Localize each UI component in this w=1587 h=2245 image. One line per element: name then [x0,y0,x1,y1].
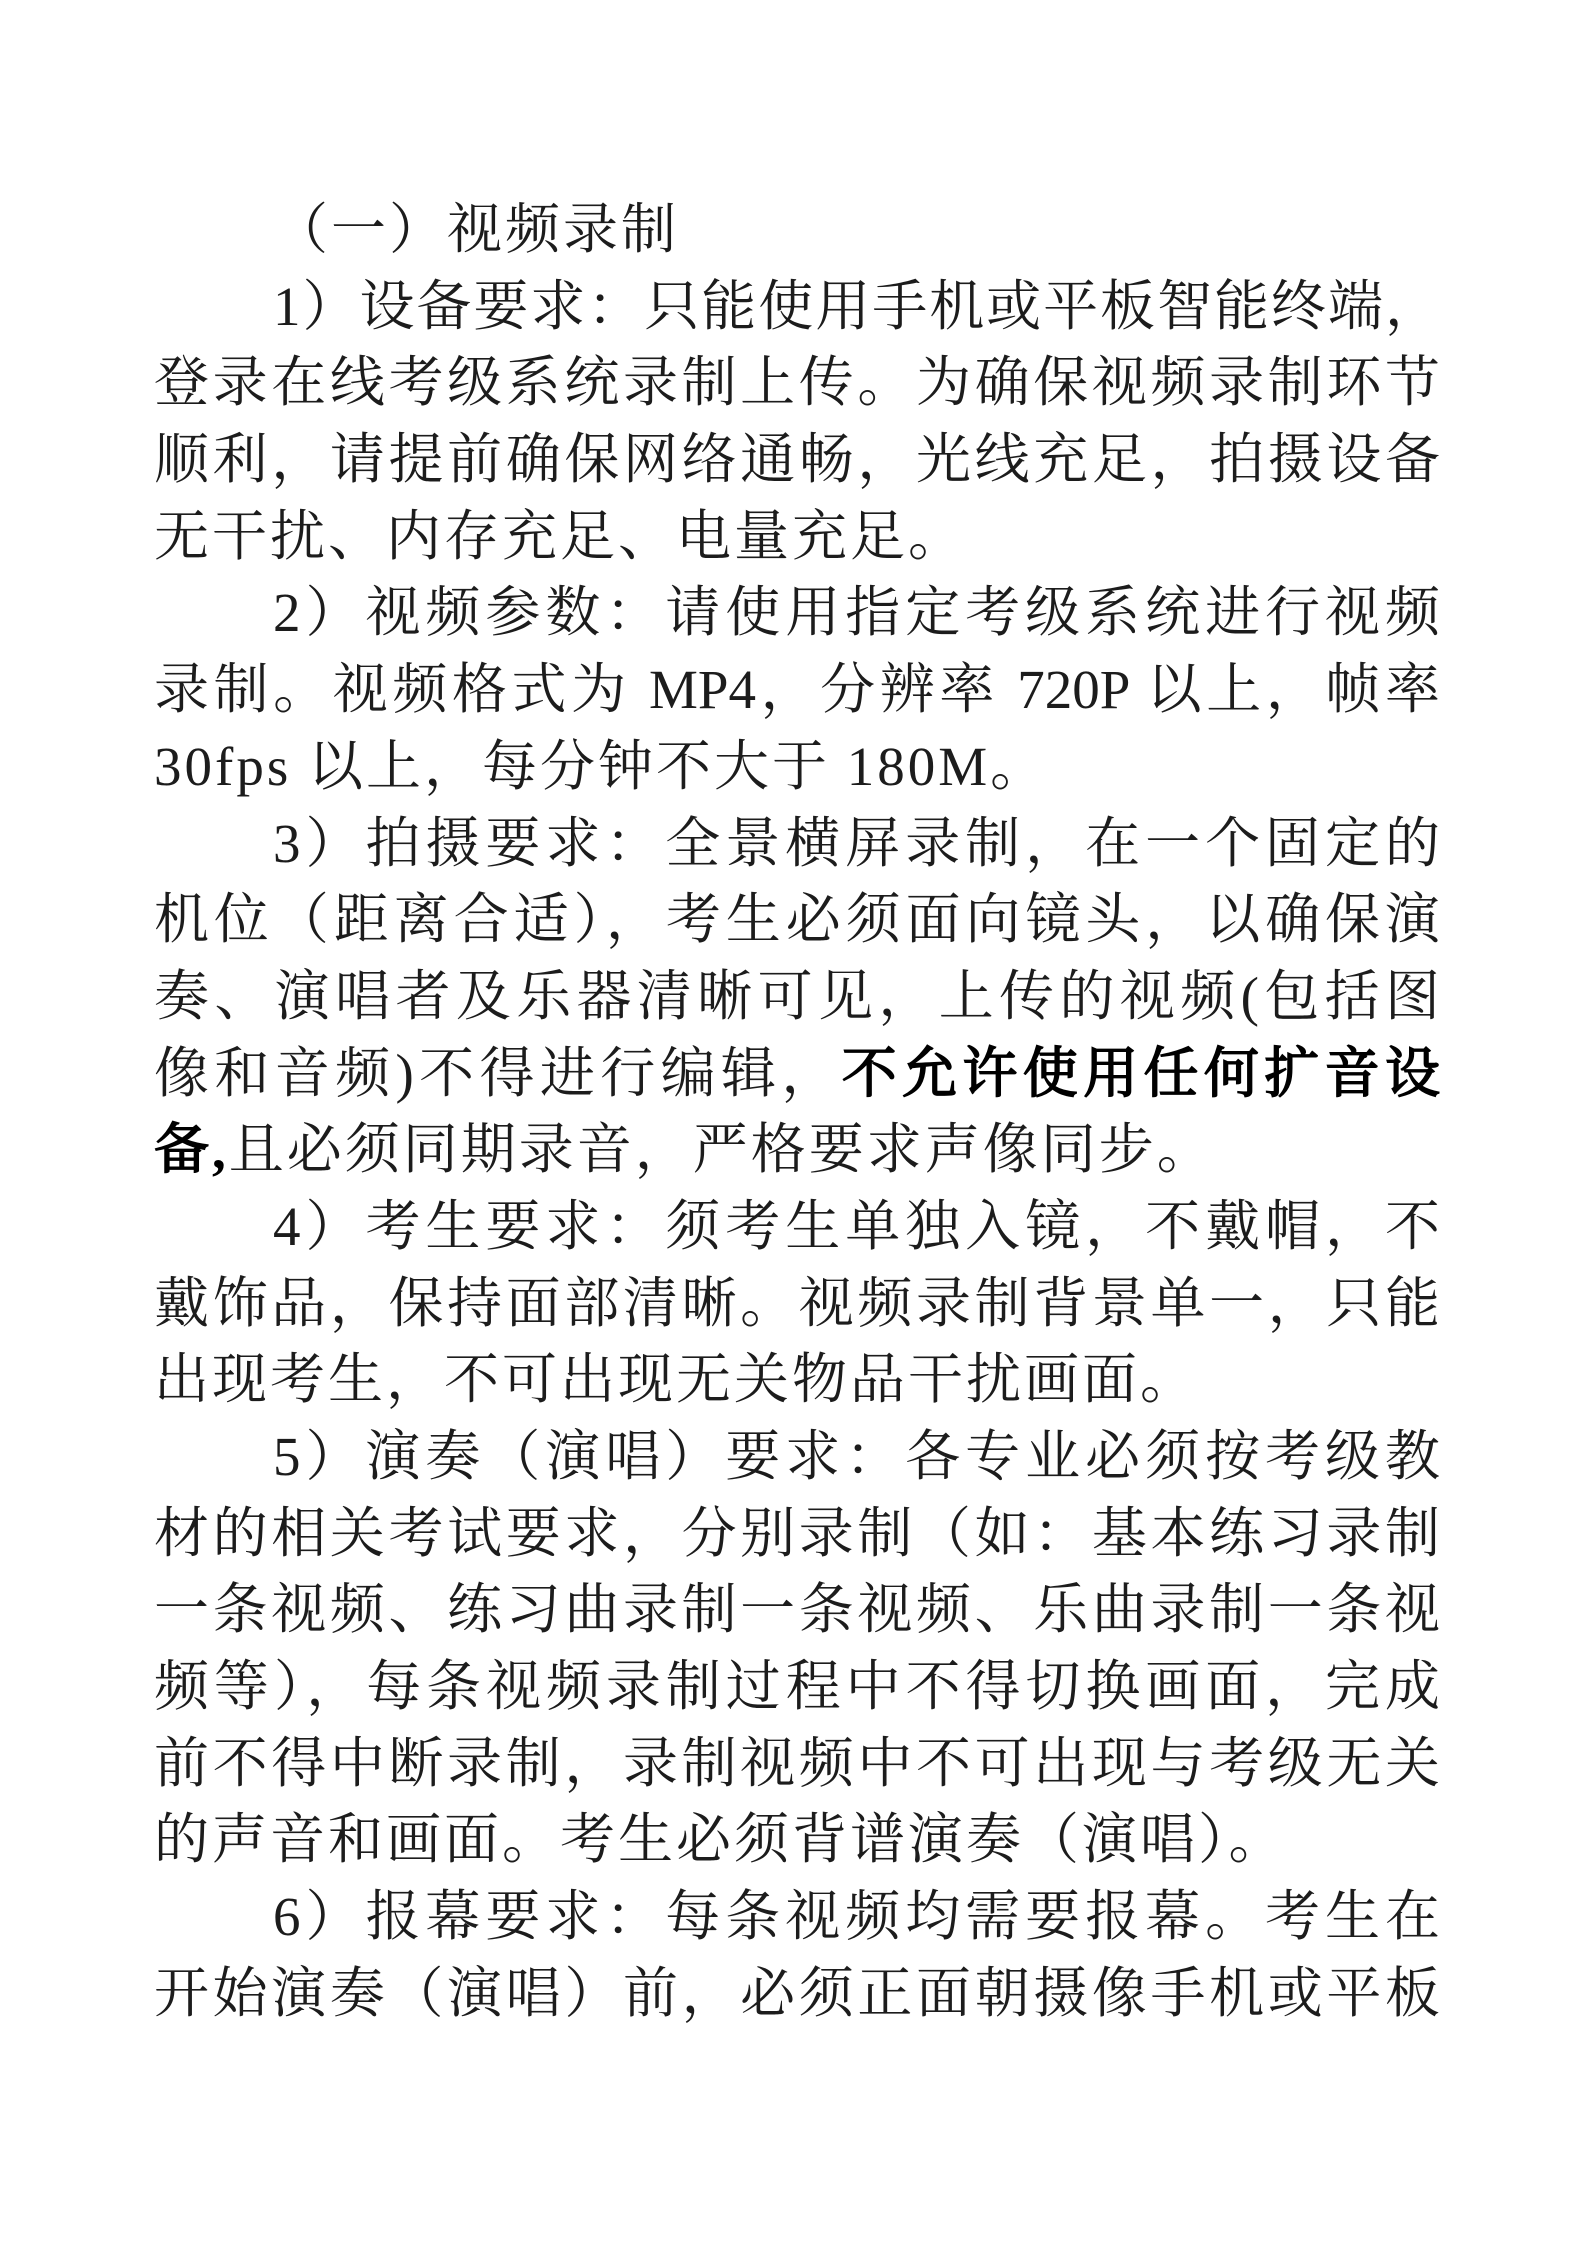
text-line: 奏、演唱者及乐器清晰可见，上传的视频(包括图 [154,965,1440,1027]
text-line: 一条视频、练习曲录制一条视频、乐曲录制一条视 [154,1579,1440,1641]
text-line: 开始演奏（演唱）前，必须正面朝摄像手机或平板 [154,1962,1440,2024]
text-line: 5）演奏（演唱）要求：各专业必须按考级教 [273,1426,1440,1487]
text-line: 登录在线考级系统录制上传。为确保视频录制环节 [154,352,1440,414]
document-page [154,192,1440,2033]
text-line [154,1036,1440,1113]
emphasis-text: 备, [154,1119,229,1181]
text-line: 材的相关考试要求，分别录制（如：基本练习录制 [154,1502,1440,1564]
plain-text: 像和音频)不得进行编辑， [154,1042,842,1104]
text-line: 1）设备要求：只能使用手机或平板智能终端， [273,275,1440,337]
text-line: 顺利，请提前确保网络通畅，光线充足，拍摄设备 [154,429,1440,491]
paragraph-performance-requirements [154,1419,1440,1879]
paragraph-announcement-requirements [154,1879,1440,2032]
paragraph-candidate-requirements [154,1189,1440,1419]
text-line: 4）考生要求：须考生单独入镜，不戴帽，不 [273,1195,1440,1257]
paragraph-shooting-requirements [154,806,1440,1189]
text-line: 3）拍摄要求：全景横屏录制，在一个固定的 [273,812,1440,874]
text-line: 机位（距离合适），考生必须面向镜头，以确保演 [154,889,1440,951]
text-line: 6）报幕要求：每条视频均需要报幕。考生在 [273,1886,1440,1948]
paragraph-device-requirements [154,269,1440,576]
text-line [154,1112,1440,1189]
section-heading: （一）视频录制 [273,199,680,260]
text-line: 无干扰、内存充足、电量充足。 [154,505,967,567]
plain-text: 且必须同期录音，严格要求声像同步。 [228,1119,1215,1181]
text-line: 的声音和画面。考生必须背谱演奏（演唱）。 [154,1809,1287,1871]
text-line: 前不得中断录制，录制视频中不可出现与考级无关 [154,1732,1440,1794]
text-line: 2）视频参数：请使用指定考级系统进行视频 [273,582,1440,644]
text-line: 30fps 以上，每分钟不大于 180M。 [154,735,1049,797]
text-line: 录制。视频格式为 MP4，分辨率 720P 以上，帧率 [154,659,1440,721]
text-line: 频等），每条视频录制过程中不得切换画面，完成 [154,1656,1440,1718]
text-line: 戴饰品，保持面部清晰。视频录制背景单一，只能 [154,1272,1440,1334]
emphasis-text: 不允许使用任何扩音设 [841,1042,1440,1104]
text-line: 出现考生，不可出现无关物品干扰画面。 [154,1349,1199,1411]
paragraph-video-parameters [154,575,1440,805]
